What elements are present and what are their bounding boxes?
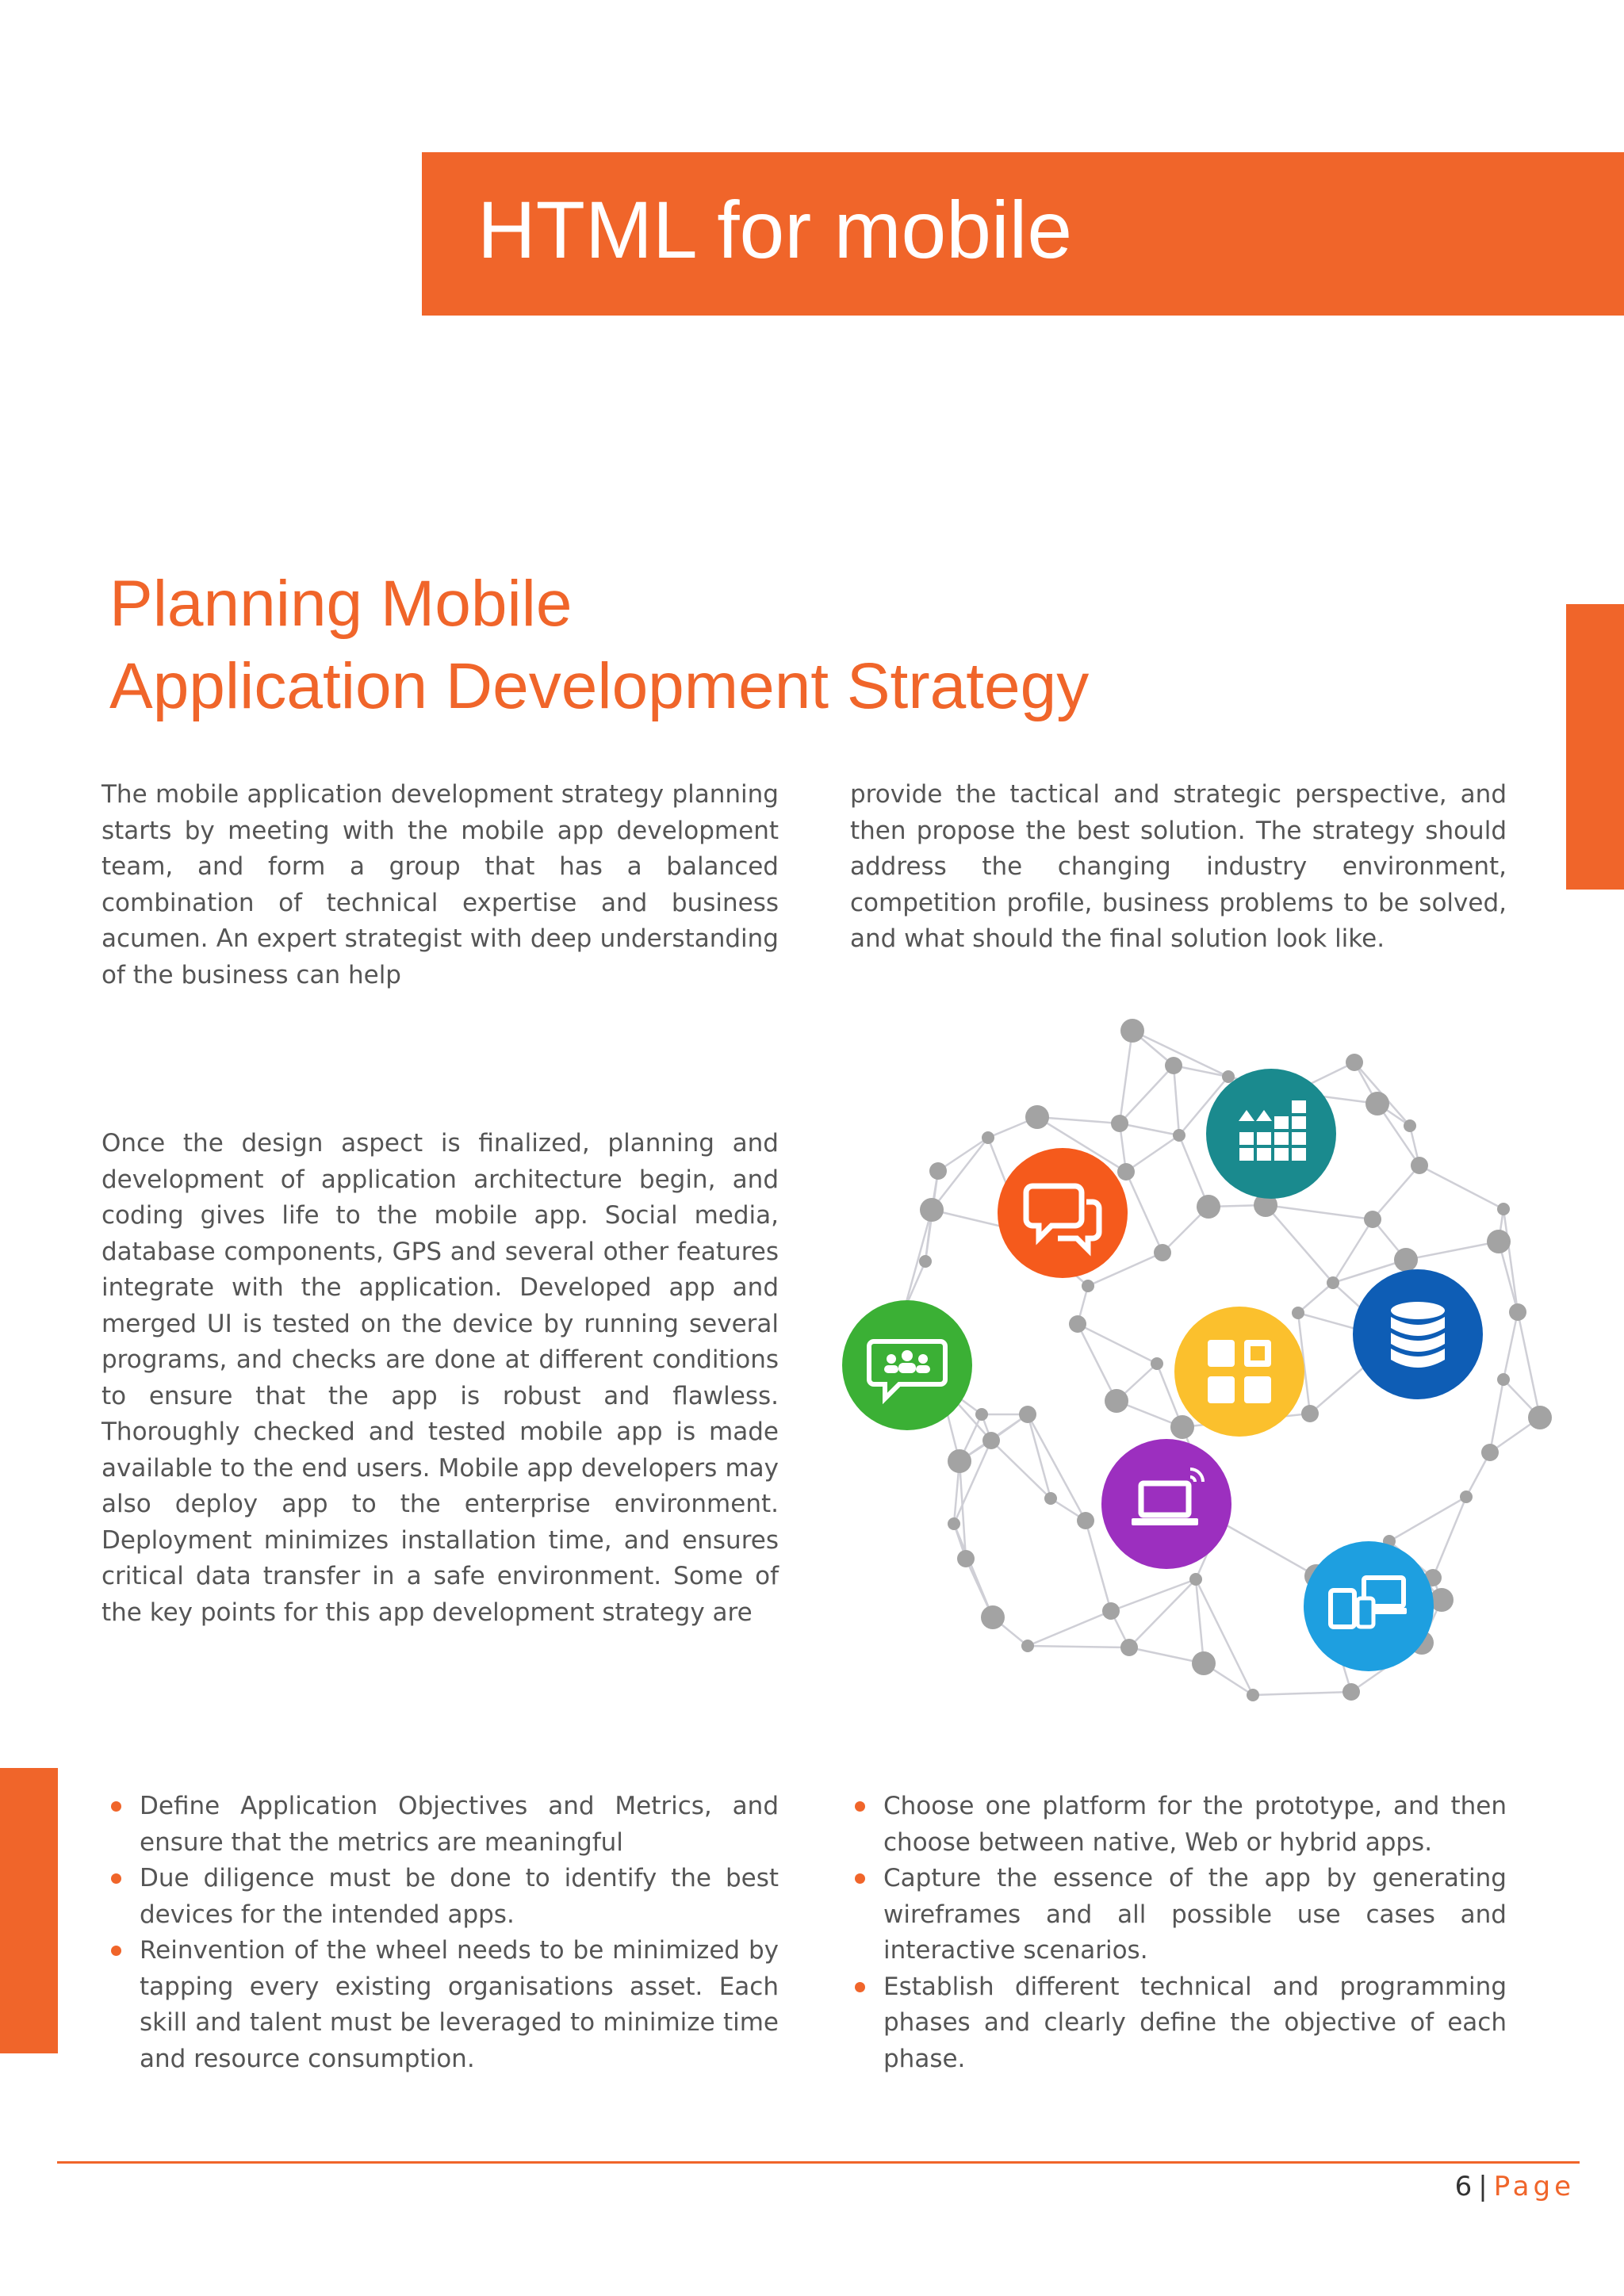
page-separator: | [1478, 2171, 1488, 2202]
network-edge [1028, 1611, 1111, 1646]
network-node [1247, 1689, 1259, 1701]
network-node [929, 1162, 947, 1180]
network-node [948, 1449, 971, 1473]
network-node [1301, 1405, 1319, 1422]
network-edge [1174, 1066, 1179, 1135]
section-heading-line-2: Application Development Strategy [109, 650, 1090, 722]
network-edge [1120, 1123, 1179, 1135]
list-item-text: Define Application Objectives and Metrics, and ensure that the metrics are meaningful [140, 1792, 779, 1857]
bullet-dot-icon [111, 1801, 121, 1812]
network-node [1497, 1203, 1510, 1215]
network-edge [1129, 1579, 1196, 1647]
network-node [948, 1517, 960, 1530]
network-edge [1037, 1117, 1120, 1123]
intro-paragraph-right: provide the tactical and strategic perspective, and then propose the best solution. The strategy should address the changing industry environment, competition profile, business problems to be solved, and what should the final solution look like. [850, 780, 1507, 953]
network-node [1481, 1444, 1499, 1461]
list-item-text: Reinvention of the wheel needs to be minimized by tapping every existing organisations asset. Each skill and talent must be leveraged to minimize time and resource consumption. [140, 1936, 779, 2073]
network-edge [1028, 1414, 1086, 1521]
bullet-dot-icon [855, 1801, 865, 1812]
bullet-dot-icon [855, 1982, 865, 1992]
footer-divider [57, 2161, 1580, 2164]
network-node [981, 1605, 1005, 1629]
network-node [1117, 1163, 1135, 1181]
network-edge [1120, 1031, 1132, 1123]
network-edge [1503, 1312, 1518, 1380]
bullet-dot-icon [111, 1873, 121, 1884]
network-node [1102, 1602, 1120, 1620]
network-node [1173, 1129, 1185, 1142]
intro-paragraph-left: The mobile application development strategy planning starts by meeting with the mobile app development team, and form a group that has a balanced combination of technical expertise and business acumen. An expert strategist with deep understanding of the business can help [102, 780, 779, 989]
network-node [920, 1198, 944, 1222]
network-edge [1111, 1579, 1196, 1611]
bullet-dot-icon [111, 1946, 121, 1956]
network-node [1346, 1054, 1363, 1071]
list-item-text: Establish different technical and programming phases and clearly define the objective of each phase. [883, 1972, 1507, 2073]
network-node [1025, 1105, 1049, 1129]
section-heading [109, 563, 1089, 728]
network-node [1497, 1373, 1510, 1386]
network-node [1404, 1119, 1416, 1132]
list-item [102, 1861, 779, 1933]
network-node [1394, 1248, 1418, 1272]
list-item-text: Capture the essence of the app by generating wireframes and all possible use cases and interactive scenarios. [883, 1864, 1507, 1965]
network-edge [1433, 1497, 1466, 1578]
network-node [1411, 1157, 1428, 1174]
network-node [1197, 1195, 1220, 1219]
network-node [1189, 1573, 1202, 1586]
network-edge [1518, 1312, 1540, 1418]
network-edge [1028, 1414, 1051, 1498]
network-edge [1333, 1219, 1373, 1283]
right-accent-tab [1566, 604, 1624, 890]
title-banner [422, 152, 1624, 316]
page-footer [1455, 2169, 1575, 2204]
bullet-dot-icon [855, 1873, 865, 1884]
network-edge [1078, 1324, 1157, 1364]
network-node [1021, 1640, 1034, 1652]
design-paragraph: Once the design aspect is finalized, planning and development of application architecture begin, and coding gives life to the mobile app. Social media, database components, GPS and several other features integrate with the application. Developed app and merged UI is tested on the device by running several programs, and checks are done at different conditions to ensure that the app is robust and flawless. Thoroughly checked and tested mobile app is made available to the end users. Mobile app developers may also deploy app to the enterprise environment. Deployment minimizes installation time, and ensures critical data transfer in a safe environment. Some of the key points for this app development strategy are [102, 1129, 779, 1627]
network-node [1082, 1280, 1094, 1292]
network-node [1120, 1639, 1138, 1656]
network-edge [1389, 1497, 1466, 1541]
network-edge [1503, 1209, 1518, 1312]
network-globe-illustration [825, 1007, 1570, 1720]
network-node [919, 1255, 932, 1268]
app-grid-icon [1174, 1307, 1304, 1437]
bullet-list-left [102, 1789, 779, 2077]
devices-icon [1304, 1541, 1434, 1671]
laptop-wifi-icon [1101, 1439, 1231, 1569]
list-item [102, 1789, 779, 1861]
list-item-text: Choose one platform for the prototype, and then choose between native, Web or hybrid apps. [883, 1792, 1507, 1857]
network-edge [1028, 1646, 1129, 1647]
page-number: 6 [1454, 2171, 1473, 2202]
network-node [982, 1131, 994, 1144]
network-edge [1126, 1172, 1162, 1253]
network-edge [1419, 1165, 1503, 1209]
network-edge [1086, 1521, 1111, 1611]
network-edge [1221, 1522, 1316, 1576]
network-node [957, 1550, 975, 1567]
network-edge [1490, 1380, 1503, 1452]
network-node [1165, 1057, 1182, 1074]
document-title: HTML for mobile [477, 185, 1073, 275]
network-node [1077, 1512, 1094, 1529]
network-edge [1126, 1135, 1179, 1172]
list-item [845, 1969, 1507, 2078]
network-node [1327, 1276, 1339, 1289]
network-edge [938, 1138, 988, 1171]
network-node [1154, 1244, 1171, 1261]
network-node [1292, 1307, 1304, 1319]
network-node [975, 1408, 988, 1421]
network-edge [1373, 1165, 1419, 1219]
network-node [1192, 1651, 1216, 1675]
network-node [1222, 1070, 1235, 1083]
list-item-text: Due diligence must be done to identify the best devices for the intended apps. [140, 1864, 779, 1929]
list-item [102, 1933, 779, 2077]
page-label: Page [1493, 2171, 1575, 2202]
network-node [1528, 1406, 1552, 1429]
database-icon [1353, 1269, 1483, 1399]
section-heading-line-1: Planning Mobile [109, 568, 573, 640]
network-node [1509, 1303, 1526, 1321]
network-node [1019, 1406, 1036, 1423]
network-node [1365, 1092, 1389, 1115]
network-edge [1253, 1692, 1351, 1695]
left-accent-tab [0, 1768, 58, 2053]
network-node [1120, 1019, 1144, 1043]
network-edge [1266, 1205, 1373, 1219]
network-node [1069, 1315, 1086, 1333]
network-node [1487, 1230, 1511, 1253]
bullet-list-right [845, 1789, 1507, 2077]
chat-bubbles-icon [998, 1148, 1128, 1278]
network-edge [1078, 1324, 1116, 1401]
network-node [982, 1432, 1000, 1449]
list-item [845, 1789, 1507, 1861]
group-chat-icon [842, 1300, 972, 1430]
network-node [1364, 1211, 1381, 1228]
network-node [1170, 1415, 1194, 1439]
network-edge [1298, 1283, 1333, 1313]
network-edge [1120, 1066, 1174, 1123]
growth-chart-icon [1206, 1069, 1336, 1199]
network-edge [1406, 1242, 1499, 1260]
network-node [1460, 1490, 1473, 1503]
network-node [1151, 1357, 1163, 1370]
network-node [1044, 1492, 1057, 1505]
network-node [1342, 1683, 1360, 1701]
network-node [1111, 1115, 1128, 1132]
network-node [1105, 1389, 1128, 1413]
list-item [845, 1861, 1507, 1969]
network-edge [1266, 1205, 1333, 1283]
